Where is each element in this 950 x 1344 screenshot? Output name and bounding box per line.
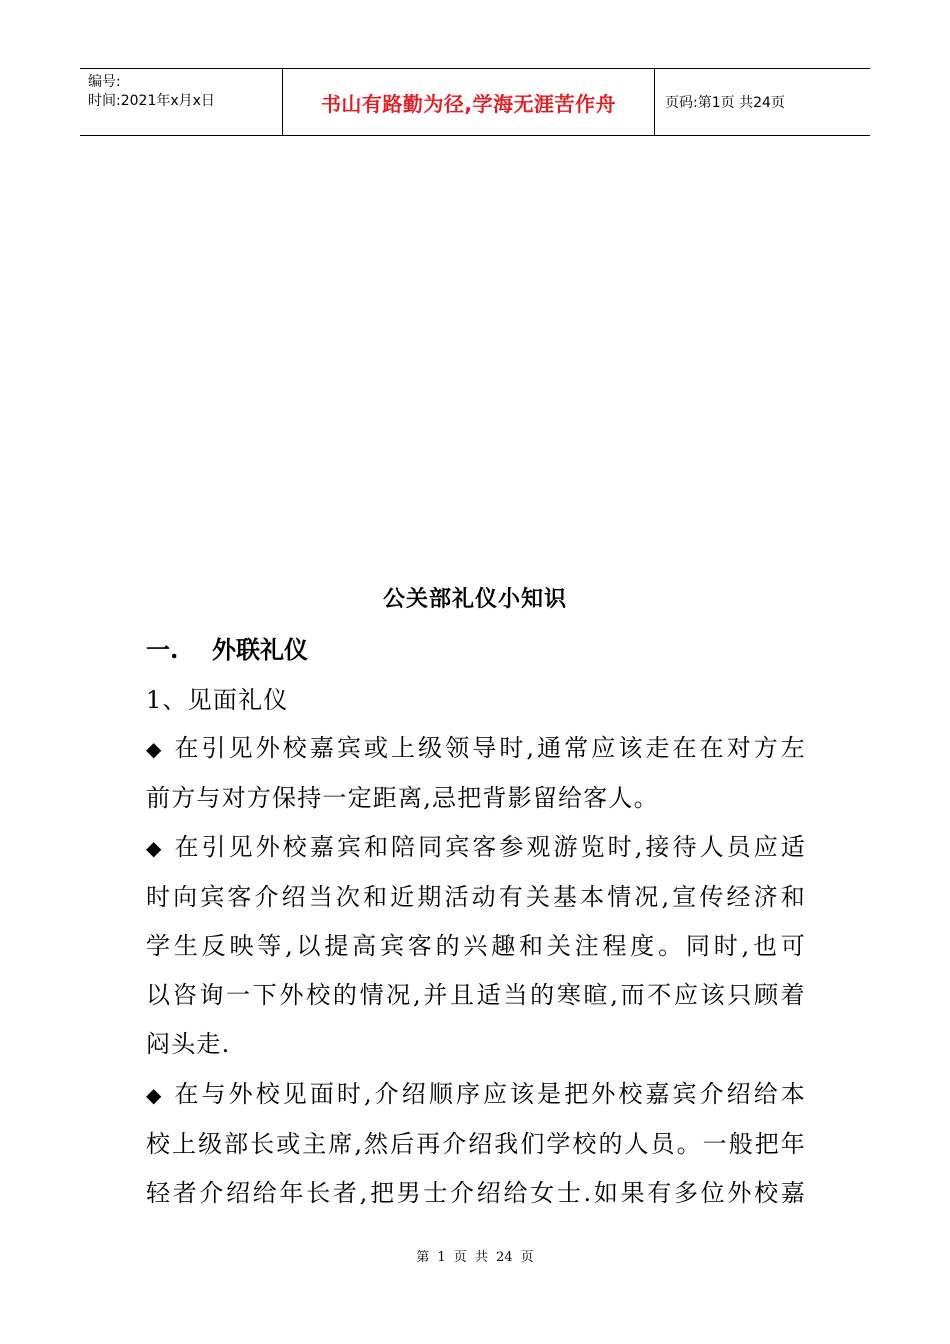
paragraph-line: 时向宾客介绍当次和近期活动有关基本情况,宣传经济和 bbox=[146, 883, 806, 911]
paragraph-line bbox=[146, 823, 806, 873]
diamond-bullet-icon: ◆ bbox=[146, 737, 165, 761]
header-motto: 书山有路勤为径,学海无涯苦作舟 bbox=[283, 69, 655, 135]
diamond-bullet-icon: ◆ bbox=[146, 836, 165, 860]
section-title: 外联礼仪 bbox=[212, 635, 308, 664]
paragraph-line: 轻者介绍给年长者,把男士介绍给女士.如果有多位外校嘉 bbox=[146, 1179, 806, 1207]
paragraph-line bbox=[146, 724, 806, 774]
paragraph-line-text: 在与外校见面时,介绍顺序应该是把外校嘉宾介绍给本 bbox=[174, 1080, 806, 1108]
header-page-info: 页码:第1页 共24页 bbox=[665, 95, 785, 111]
diamond-bullet-icon: ◆ bbox=[146, 1083, 165, 1107]
subsection-heading: 1、见面礼仪 bbox=[146, 686, 289, 714]
paragraph-line: 校上级部长或主席,然后再介绍我们学校的人员。一般把年 bbox=[146, 1130, 806, 1158]
header-meta bbox=[80, 69, 283, 135]
paragraph-2 bbox=[146, 823, 806, 1069]
section-heading bbox=[146, 630, 308, 665]
page-header bbox=[80, 68, 870, 136]
paragraph-line-text: 在引见外校嘉宾和陪同宾客参观游览时,接待人员应适 bbox=[174, 833, 806, 861]
document-title: 公关部礼仪小知识 bbox=[382, 586, 567, 612]
paragraph-line: 闷头走. bbox=[146, 1030, 231, 1058]
paragraph-line bbox=[146, 1070, 806, 1120]
section-number: 一. bbox=[146, 635, 179, 664]
paragraph-line-text: 在引见外校嘉宾或上级领导时,通常应该走在在对方左 bbox=[174, 734, 806, 762]
paragraph-line: 以咨询一下外校的情况,并且适当的寒暄,而不应该只顾着 bbox=[146, 981, 806, 1009]
paragraph-3 bbox=[146, 1070, 806, 1218]
document-date: 时间:2021年x月x日 bbox=[88, 93, 215, 109]
page-footer: 第 1 页 共 24 页 bbox=[416, 1250, 534, 1265]
document-number: 编号: bbox=[88, 74, 121, 90]
paragraph-1 bbox=[146, 724, 806, 823]
paragraph-line: 学生反映等,以提高宾客的兴趣和关注程度。同时,也可 bbox=[146, 932, 806, 960]
paragraph-line: 前方与对方保持一定距离,忌把背影留给客人。 bbox=[146, 784, 659, 812]
